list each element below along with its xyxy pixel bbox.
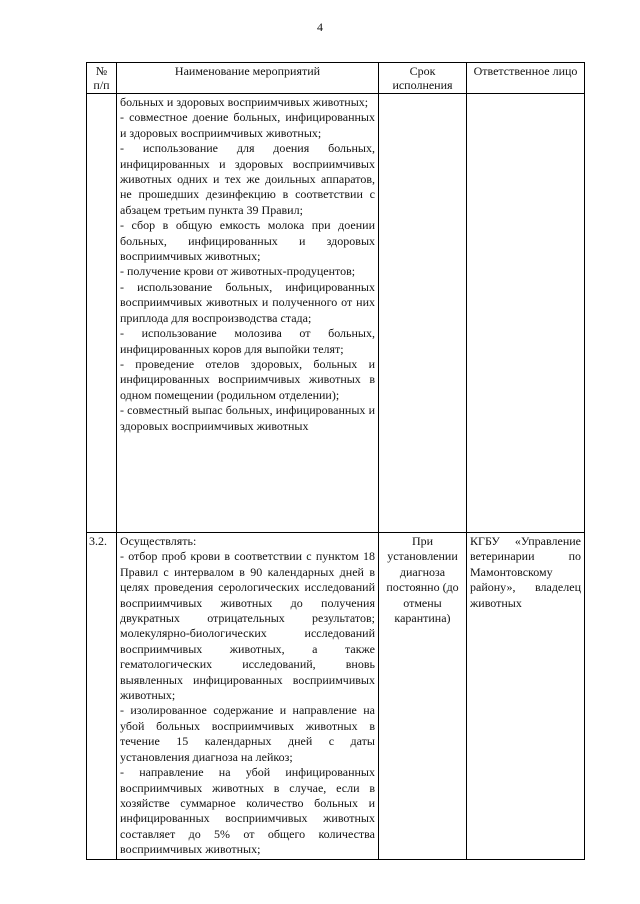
measure-line: - отбор проб крови в соответствии с пунктом 18 Правил с интервалом в 90 календарных дней в целях проведения серологических исследований восприимчивых животных до получения двукратных отрицательных результатов; молекулярно-биологических исследований восприимчивых животных, а также гематологических исследований, вновь выявленных инфицированных восприимчивых животных; xyxy=(120,549,375,703)
page-number: 4 xyxy=(317,20,323,34)
measure-term: При установлении диагноза постоянно (до отмены карантина) xyxy=(379,533,467,860)
measure-line: - использование молозива от больных, инфицированных коров для выпойки телят; xyxy=(120,326,375,356)
measure-line: - совместное доение больных, инфицированных и здоровых восприимчивых животных; xyxy=(120,110,375,140)
measure-line: - проведение отелов здоровых, больных и инфицированных восприимчивых животных в одном помещении (родильном отделении); xyxy=(120,356,375,402)
measure-line: - использование для доения больных, инфицированных и здоровых восприимчивых животных одних и тех же доильных аппаратов, не прошедших дезинфекцию в соответствии с абзацем третьим пункта 39 Правил; xyxy=(120,141,375,217)
measure-responsible xyxy=(467,94,585,533)
measure-line: - сбор в общую емкость молока при доении больных, инфицированных и здоровых восприимчивых животных; xyxy=(120,218,375,264)
table-row xyxy=(87,533,585,860)
measures-table xyxy=(86,62,585,860)
table-header-row xyxy=(87,63,585,94)
measure-line: - получение крови от животных-продуцентов; xyxy=(120,264,356,279)
header-number: № п/п xyxy=(87,63,117,94)
table-row xyxy=(87,94,585,533)
header-term: Срок исполнения xyxy=(379,63,467,94)
measure-line: больных и здоровых восприимчивых животных; xyxy=(120,95,369,109)
measure-responsible: КГБУ «Управление ветеринарии по Мамонтовскому району», владелец животных xyxy=(467,533,585,860)
row-number xyxy=(87,94,117,533)
measure-line: - использование больных, инфицированных восприимчивых животных и полученного от них приплода для воспроизводства стада; xyxy=(120,279,375,325)
measure-line: - совместный выпас больных, инфицированных и здоровых восприимчивых животных xyxy=(120,403,375,433)
measure-line: - изолированное содержание и направление на убой больных восприимчивых животных в течение 15 календарных дней с даты установления диагноза на лейкоз; xyxy=(120,703,375,764)
measure-line: Осуществлять: xyxy=(120,534,197,548)
measure-term xyxy=(379,94,467,533)
header-responsible: Ответственное лицо xyxy=(467,63,585,94)
measure-description xyxy=(117,94,379,533)
header-measure-name: Наименование мероприятий xyxy=(117,63,379,94)
measure-description xyxy=(117,533,379,860)
row-number: 3.2. xyxy=(87,533,117,860)
measure-line: - направление на убой инфицированных восприимчивых животных в случае, если в хозяйстве суммарное количество больных и инфицированных восприимчивых животных составляет до 5% от общего количества восприимчивых животных; xyxy=(120,765,375,857)
